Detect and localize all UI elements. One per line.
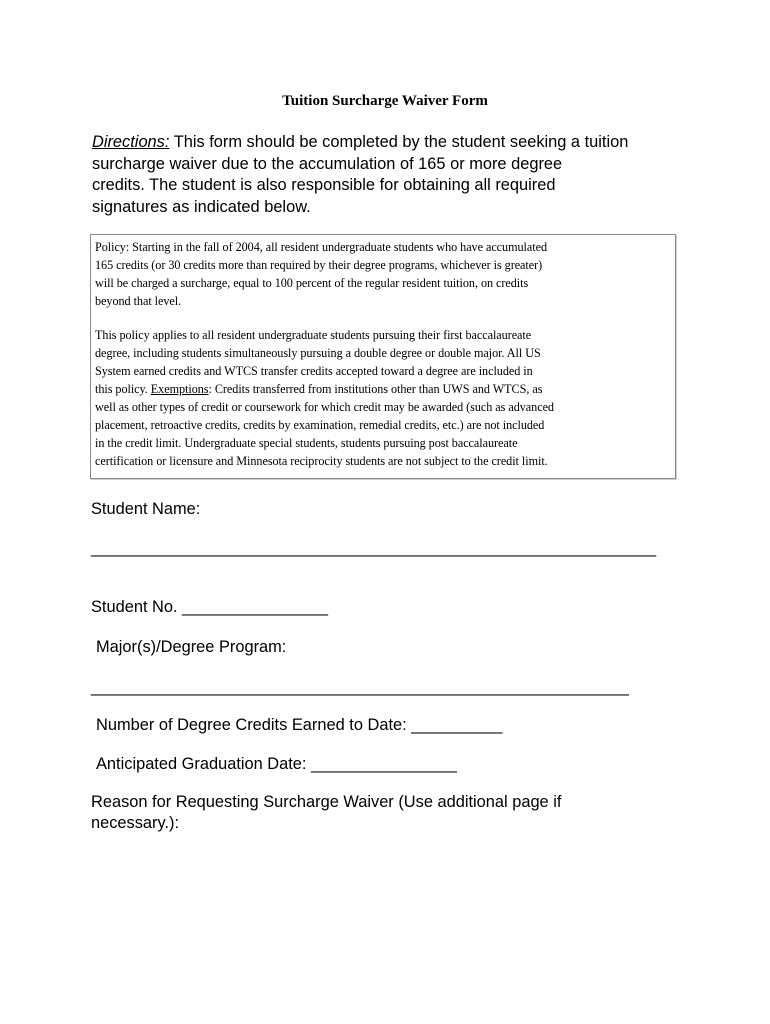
reason-label-line-1: Reason for Requesting Surcharge Waiver (Use additional page if bbox=[91, 793, 562, 811]
policy-line-10-end: : Credits transferred from institutions other than UWS and WTCS, as bbox=[208, 382, 543, 396]
directions-line-1 bbox=[92, 132, 682, 154]
policy-line: beyond that level. bbox=[95, 294, 182, 308]
directions-text: This form should be completed by the student seeking a tuition bbox=[169, 133, 629, 151]
policy-paragraph-1 bbox=[95, 238, 671, 310]
directions-line-3: credits. The student is also responsible for obtaining all required bbox=[92, 176, 556, 194]
directions-line-4: signatures as indicated below. bbox=[92, 197, 311, 216]
directions-paragraph bbox=[92, 132, 682, 218]
policy-line: Policy: Starting in the fall of 2004, all resident undergraduate students who have accumulated bbox=[95, 240, 547, 254]
policy-line: 165 credits (or 30 credits more than required by their degree programs, whichever is greater) bbox=[95, 258, 543, 272]
major-field[interactable]: ___________________________________________________________ bbox=[91, 678, 629, 696]
policy-line: System earned credits and WTCS transfer credits accepted toward a degree are included in bbox=[95, 364, 533, 378]
exemptions-label: Exemptions bbox=[150, 382, 209, 396]
student-number-field[interactable]: Student No. ________________ bbox=[91, 598, 328, 616]
directions-line-2: surcharge waiver due to the accumulation of 165 or more degree bbox=[92, 154, 563, 173]
policy-line: This policy applies to all resident undergraduate students pursuing their first baccalaureate bbox=[95, 328, 532, 342]
major-label: Major(s)/Degree Program: bbox=[96, 638, 287, 656]
credits-earned-field[interactable]: Number of Degree Credits Earned to Date: __________ bbox=[96, 716, 503, 734]
policy-line: will be charged a surcharge, equal to 100 percent of the regular resident tuition, on credits bbox=[95, 276, 529, 290]
policy-line: well as other types of credit or coursework for which credit may be awarded (such as advanced bbox=[95, 400, 554, 414]
student-name-field[interactable]: ______________________________________________________________ bbox=[91, 539, 657, 557]
graduation-date-field[interactable]: Anticipated Graduation Date: ________________ bbox=[96, 755, 457, 773]
policy-line-10-start: this policy. bbox=[95, 382, 151, 396]
student-name-label: Student Name: bbox=[91, 500, 201, 518]
form-title: Tuition Surcharge Waiver Form bbox=[282, 93, 488, 109]
policy-line: in the credit limit. Undergraduate special students, students pursuing post baccalaureate bbox=[95, 436, 518, 450]
policy-line: degree, including students simultaneously pursuing a double degree or double major. All US bbox=[95, 346, 541, 360]
policy-line: certification or licensure and Minnesota reciprocity students are not subject to the credit limit. bbox=[95, 454, 548, 468]
policy-paragraph-2 bbox=[95, 326, 671, 470]
directions-label: Directions: bbox=[92, 133, 170, 151]
policy-line: placement, retroactive credits, credits by examination, remedial credits, etc.) are not included bbox=[95, 418, 545, 432]
reason-label-line-2: necessary.): bbox=[91, 814, 180, 832]
policy-line bbox=[95, 382, 542, 396]
policy-box bbox=[90, 234, 676, 479]
